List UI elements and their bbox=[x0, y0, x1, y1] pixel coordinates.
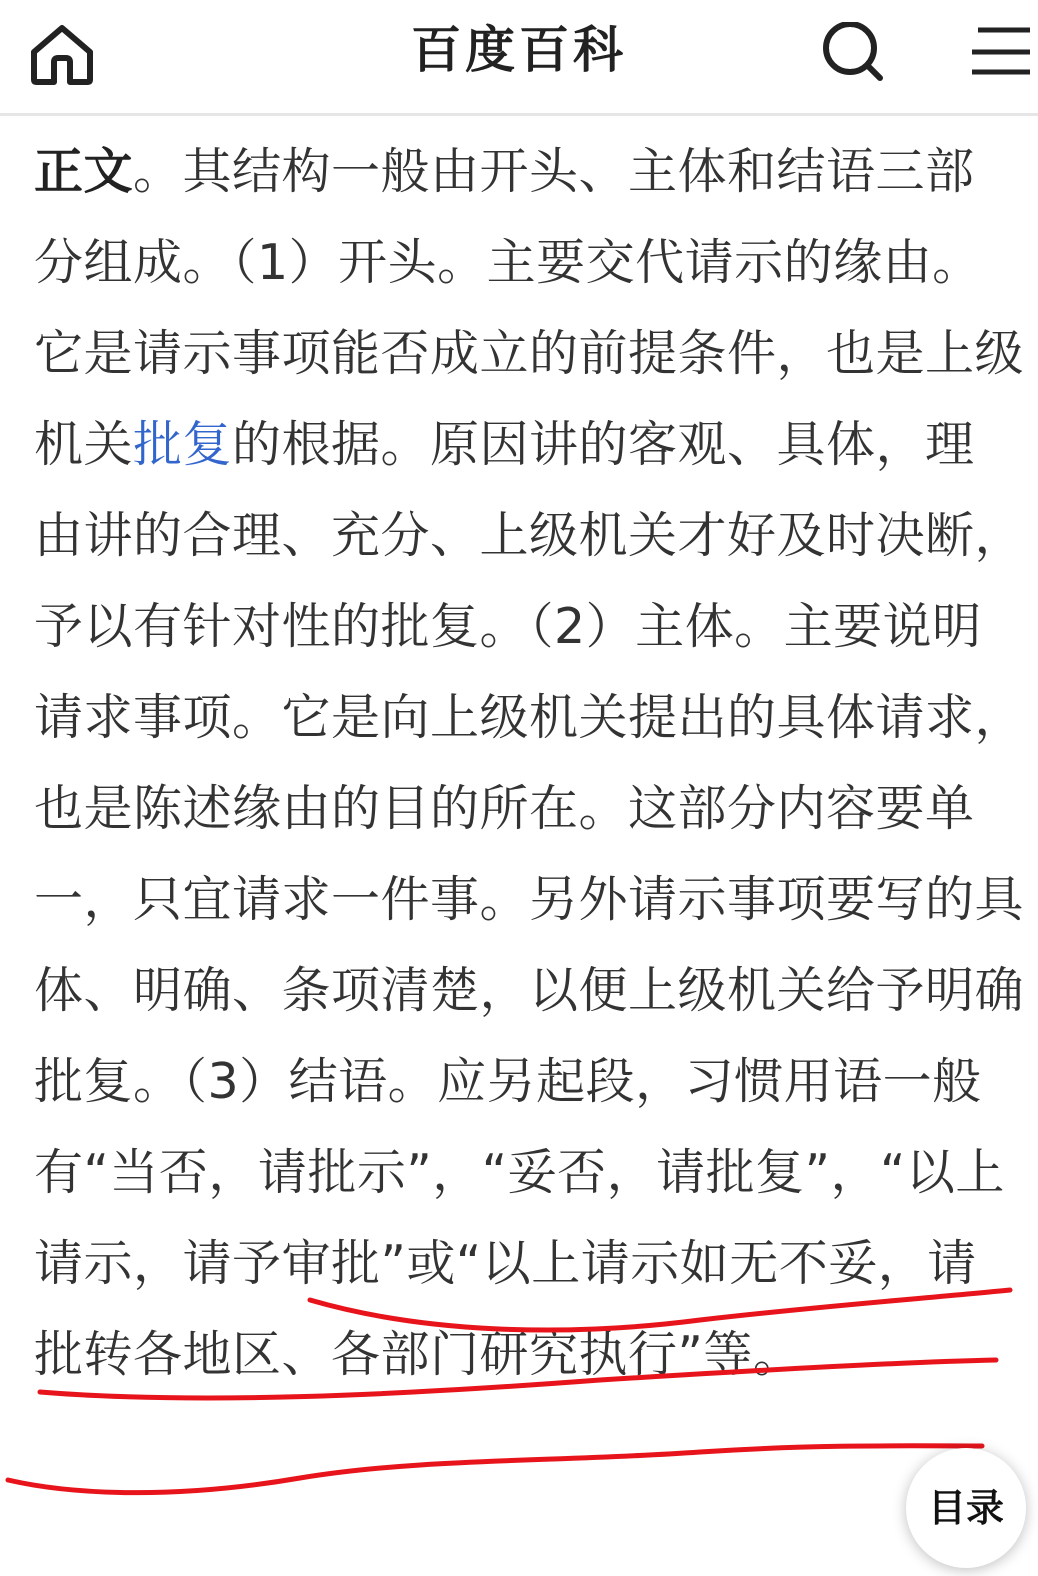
paragraph-text-part-2: 的根据。原因讲的客观、具体，理由讲的合理、充分、上级机关才好及时决断，予以有针对性的批复。（2）主体。主要说明请求事项。它是向上级机关提出的具体请求，也是陈述缘由的目的所在。这部分内容要单一，只宜请求一件事。另外请示事项要写的具体、明确、条项清楚，以便上级机关给予明确批复。（3）结语。应另起段，习惯用语一般有“当否，请批示”，“妥否，请批复”，“以上请示，请予审批”或“以上请示如无不妥，请批转各地区、各部门研究执行”等。 bbox=[34, 416, 1025, 1383]
search-icon bbox=[818, 22, 888, 86]
table-of-contents-button[interactable]: 目录 bbox=[906, 1448, 1026, 1568]
article-body bbox=[34, 126, 1024, 1400]
article-paragraph bbox=[34, 126, 1024, 1400]
section-lead-bold: 正文 bbox=[34, 143, 134, 200]
link-pifu[interactable]: 批复 bbox=[133, 416, 233, 473]
page-title: 百度百科 bbox=[411, 21, 627, 79]
menu-button[interactable] bbox=[964, 22, 1032, 86]
search-button[interactable] bbox=[818, 22, 888, 86]
top-navigation-bar bbox=[0, 0, 1038, 116]
paragraph-text-part-1: 。其结构一般由开头、主体和结语三部分组成。（1）开头。主要交代请示的缘由。它是请示事项能否成立的前提条件，也是上级机关 bbox=[34, 143, 1025, 473]
menu-icon bbox=[964, 22, 1032, 86]
